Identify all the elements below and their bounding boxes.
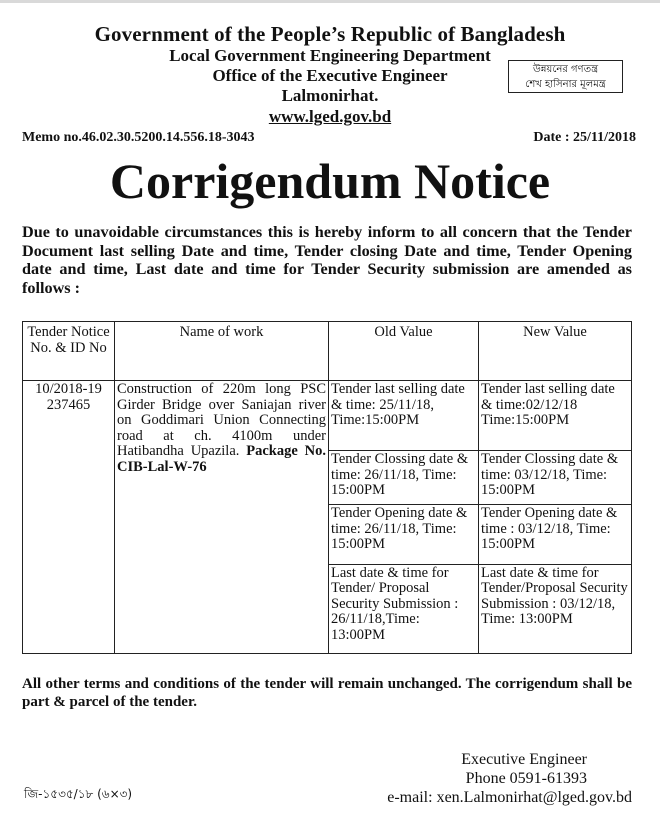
- notice-title: Corrigendum Notice: [109, 153, 551, 209]
- old-value-cell: Last date & time for Tender/ Proposal Security Submission : 26/11/18,Time: 13:00PM: [329, 564, 479, 653]
- work-description-cell: [115, 381, 329, 654]
- memo-date: Date : 25/11/2018: [533, 130, 636, 145]
- table-header-row: [23, 322, 632, 381]
- tender-id-number: 237465: [46, 396, 91, 413]
- website-link[interactable]: www.lged.gov.bd: [268, 107, 392, 126]
- amendment-table: [22, 321, 632, 654]
- department-name: Local Government Engineering Department: [169, 46, 491, 65]
- signatory-email: e-mail: xen.Lalmonirhat@lged.gov.bd: [387, 789, 632, 806]
- new-value-cell: Last date & time for Tender/Proposal Security Submission : 03/12/18, Time: 13:00PM: [479, 564, 632, 653]
- publication-code: জি-১৫৩৫/১৮ (৬×৩): [24, 787, 133, 801]
- old-value-cell: Tender last selling date & time: 25/11/18, Time:15:00PM: [329, 381, 479, 451]
- memo-number: Memo no.46.02.30.5200.14.556.18-3043: [22, 130, 255, 145]
- new-value-cell: Tender Opening date & time : 03/12/18, Time: 15:00PM: [479, 505, 632, 564]
- signatory-phone: Phone 0591-61393: [465, 770, 587, 787]
- office-location: Lalmonirhat.: [281, 86, 379, 105]
- tender-id-cell: [23, 381, 115, 654]
- office-name: Office of the Executive Engineer: [212, 66, 448, 85]
- header-tender-notice: Tender Notice No. & ID No: [23, 322, 115, 381]
- intro-paragraph: Due to unavoidable circumstances this is hereby inform to all concern that the Tender Document last selling Date and time, Tender closing Date and time, Tender Opening date and time, Last date and time for Tender Security submission are amended as follows :: [22, 223, 632, 297]
- new-value-cell: Tender last selling date & time:02/12/18 Time:15:00PM: [479, 381, 632, 451]
- header-new-value: New Value: [479, 322, 632, 381]
- signatory-title: Executive Engineer: [461, 751, 587, 768]
- new-value-cell: Tender Clossing date & time: 03/12/18, Time: 15:00PM: [479, 451, 632, 505]
- package-number: Package No. CIB-Lal-W-76: [117, 443, 327, 475]
- header-name-of-work: Name of work: [115, 322, 329, 381]
- old-value-cell: Tender Opening date & time: 26/11/18, Time: 15:00PM: [329, 505, 479, 564]
- stamp-line-1: উন্নয়নের গণতন্ত্র: [532, 64, 599, 75]
- table-row: [23, 381, 632, 451]
- work-description: Construction of 220m long PSC Girder Bridge over Saniajan river on Goddimari Union Connecting road at ch. 4100m under Hatibandha Upazila.: [117, 381, 326, 459]
- stamp-line-2: শেখ হাসিনার মূলমন্ত্র: [525, 79, 606, 90]
- memo-row: [22, 130, 636, 146]
- signature-block: [387, 750, 632, 807]
- top-edge-line: [0, 0, 660, 3]
- slogan-stamp: [508, 60, 623, 93]
- government-title: Government of the People’s Republic of Bangladesh: [94, 22, 566, 46]
- header-old-value: Old Value: [329, 322, 479, 381]
- old-value-cell: Tender Clossing date & time: 26/11/18, Time: 15:00PM: [329, 451, 479, 505]
- tender-notice-number: 10/2018-19: [35, 381, 102, 397]
- terms-paragraph: All other terms and conditions of the tender will remain unchanged. The corrigendum shall be part & parcel of the tender.: [22, 676, 632, 710]
